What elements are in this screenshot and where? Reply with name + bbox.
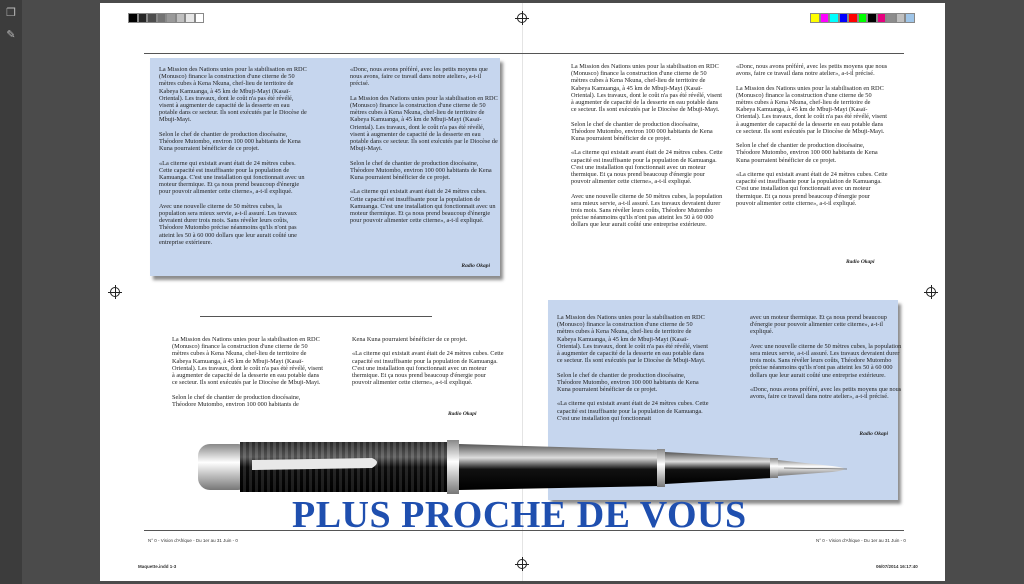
paragraph: Selon le chef de chantier de production diocésaine, Théodore Mutombo, environ 100 000 habitants de Kena Kuna pourraient bénéficier de ce projet. [571,120,713,143]
paragraph: «La citerne qui existait avant était de 24 mètres cubes. Cette capacité est insuffisante pour la population de Kamuanga. C'est une installation qui fonctionnait avec un moteur thermique. Et ça nous prend beaucoup d'énergie pour pouvoir alimenter cette citerne», a-t-il expliqué. [350,188,496,225]
paragraph: Avec une nouvelle citerne de 50 mètres cubes, la population sera mieux servie, a-t-il assuré. Les travaux devraient durer trois mois. Sans révéler leurs coûts, Théodore Mutombo précise néanmoins qu'ils n'ont pas atteint les 50 à 60 000 dollars que leur aurait coûté une entreprise extérieure. [571,192,723,229]
paragraph: «La citerne qui existait avant était de 24 mètres cubes. Cette capacité est insuffisante pour la population de Kamuanga. C'est une installation qui fonctionnait avec un moteur thermique. Et ça nous prend beaucoup d'énergie pour pouvoir alimenter cette citerne», a-t-il expliqué. [352,350,504,387]
color-swatch [905,13,915,23]
color-swatch [877,13,887,23]
color-swatch [839,13,849,23]
paragraph: La Mission des Nations unies pour la stabilisation en RDC (Monusco) finance la construction d'une citerne de 50 mètres cubes à Kena Nkuna, chef-lieu de territoire de Kabeya Kamuanga, à 45 km de Mbuji-Mayi (Kasaï-Oriental). Les travaux, dont le coût n'a pas été révélé, visent à augmenter de capacité de la desserte en eau potable dans ce secteur. Ils sont exécutés par le Diocèse de Mbuji-Mayi. [557,314,708,365]
right-top-column-1 [571,63,723,236]
right-top-column-2 [736,63,888,214]
registration-mark-right [926,287,936,297]
color-swatch [867,13,877,23]
paragraph: Avec une nouvelle citerne de 50 mètres cubes, la population sera mieux servie, a-t-il assuré. Les travaux devraient durer trois mois. Sans révéler leurs coûts, Théodore Mutombo précise néanmoins qu'ils n'ont pas atteint les 50 à 60 000 dollars que leur aurait coûté une entreprise extérieure. [750,342,902,379]
paragraph: Kena Kuna pourraient bénéficier de ce projet. [352,336,468,343]
paragraph: La Mission des Nations unies pour la stabilisation en RDC (Monusco) finance la construction d'une citerne de 50 mètres cubes à Kena Nkuna, chef-lieu de territoire de Kabeya Kamuanga, à 45 km de Mbuji-Mayi (Kasaï-Oriental). Les travaux, dont le coût n'a pas été révélé, visent à augmenter de capacité de la desserte en eau potable dans ce secteur. Ils sont exécutés par le Diocèse de Mbuji-Mayi. [172,336,323,387]
left-bottom-column-1 [172,336,324,415]
left-box-column-2 [350,66,500,232]
color-calibration-bar [810,13,915,23]
paragraph: «La citerne qui existait avant était de 24 mètres cubes. Cette capacité est insuffisante pour la population de Kamuanga. C'est une installation qui fonctionnait [557,400,709,422]
section-rule [200,316,432,317]
left-box-column-1 [159,66,309,253]
paragraph: avec un moteur thermique. Et ça nous prend beaucoup d'énergie pour pouvoir alimenter cette citerne», a-t-il expliqué. [750,314,887,336]
paragraph: «Donc, nous avons préféré, avec les petits moyens que nous avons, faire ce travail dans notre atelier», a-t-il précisé. [750,386,902,401]
registration-mark-top [517,13,527,23]
paragraph: Selon le chef de chantier de production diocésaine, Théodore Mutombo, environ 100 000 habitants de Kena Kuna pourraient bénéficier de ce projet. [736,142,878,164]
left-info-box [150,58,500,276]
gray-swatch [128,13,138,23]
paragraph: «Donc, nous avons préféré, avec les petits moyens que nous avons, faire ce travail dans notre atelier», a-t-il précisé. [736,63,888,78]
date-slug: 06/07/2014 16:17:40 [876,564,918,569]
left-bottom-signature: Radio Okapi [448,411,477,417]
right-box-column-1 [557,314,709,429]
right-page-footer: N° 0 - Vision d'Afrique - Du 1er au 31 Juin - 0 [816,538,906,543]
paragraph: «La citerne qui existait avant était de 24 mètres cubes. Cette capacité est insuffisante pour la population de Kamuanga. C'est une installation qui fonctionnait avec un moteur thermique. Et ça nous prend beaucoup d'énergie pour pouvoir alimenter cette citerne», a-t-il expliqué. [159,159,305,196]
paragraph: La Mission des Nations unies pour la stabilisation en RDC (Monusco) finance la construction d'une citerne de 50 mètres cubes à Kena Nkuna, chef-lieu de territoire de Kabeya Kamuanga, à 45 km de Mbuji-Mayi (Kasaï-Oriental). Les travaux, dont le coût n'a pas été révélé, visent à augmenter de capacité de la desserte en eau potable dans ce secteur. Ils sont exécutés par le Diocèse de Mbuji-Mayi. [159,66,307,124]
registration-mark-left [110,287,120,297]
paragraph: La Mission des Nations unies pour la stabilisation en RDC (Monusco) finance la construction d'une citerne de 50 mètres cubes à Kena Nkuna, chef-lieu de territoire de Kabeya Kamuanga, à 45 km de Mbuji-Mayi (Kasaï-Oriental). Les travaux, dont le coût n'a pas été révélé, visent à augmenter de capacité de la desserte en eau potable dans ce secteur. Ils sont exécutés par le Diocèse de Mbuji-Mayi. [736,84,887,135]
gray-swatch [157,13,167,23]
tool-sidebar [0,0,22,584]
color-swatch [858,13,868,23]
left-page-footer: N° 0 - Vision d'Afrique - Du 1er au 31 Juin - 0 [148,538,238,543]
gray-swatch [147,13,157,23]
color-swatch [886,13,896,23]
paragraph: «La citerne qui existait avant était de 24 mètres cubes. Cette capacité est insuffisante pour la population de Kamuanga. C'est une installation qui fonctionnait avec un moteur thermique. Et ça nous prend beaucoup d'énergie pour pouvoir alimenter cette citerne», a-t-il expliqué. [571,149,723,186]
gray-calibration-bar [128,13,204,23]
top-rule [144,53,904,54]
right-box-signature: Radio Okapi [859,431,888,437]
pen-tool-icon[interactable]: ✎ [6,28,16,41]
paragraph: Selon le chef de chantier de production diocésaine, Théodore Mutombo, environ 100 000 habitants de Kena Kuna pourraient bénéficier de ce projet. [557,371,699,394]
gray-swatch [138,13,148,23]
paragraph: Selon le chef de chantier de production diocésaine, Théodore Mutombo, environ 100 000 habitants de Kena Kuna pourraient bénéficier de ce projet. [350,159,492,182]
color-swatch [848,13,858,23]
paragraph: Selon le chef de chantier de production diocésaine, Théodore Mutombo, environ 100 000 habitants de Kena Kuna pourraient bénéficier de ce projet. [159,130,301,153]
gray-swatch [195,13,205,23]
left-box-signature: Radio Okapi [461,263,490,269]
color-swatch [810,13,820,23]
paragraph: «La citerne qui existait avant était de 24 mètres cubes. Cette capacité est insuffisante pour la population de Kamuanga. C'est une installation qui fonctionnait avec un moteur thermique. Et ça nous prend beaucoup d'énergie pour pouvoir alimenter cette citerne», a-t-il expliqué. [736,171,888,207]
left-bottom-column-2 [352,336,504,394]
gray-swatch [166,13,176,23]
paragraph: Avec une nouvelle citerne de 50 mètres cubes, la population sera mieux servie, a-t-il assuré. Les travaux devraient durer trois mois. Sans révéler leurs coûts, Théodore Mutombo précise néanmoins qu'ils n'ont pas atteint les 50 à 60 000 dollars que leur aurait coûté une entreprise extérieure. [159,202,297,246]
pages-panel-icon[interactable]: ❐ [6,6,16,19]
right-top-signature: Radio Okapi [846,259,875,265]
gray-swatch [185,13,195,23]
registration-mark-bottom [517,559,527,569]
paragraph: «Donc, nous avons préféré, avec les petits moyens que nous avons, faire ce travail dans notre atelier», a-t-il précisé. [350,66,488,88]
paragraph: Selon le chef de chantier de production diocésaine, Théodore Mutombo, environ 100 000 habitants de [172,393,301,408]
paragraph: La Mission des Nations unies pour la stabilisation en RDC (Monusco) finance la construction d'une citerne de 50 mètres cubes à Kena Nkuna, chef-lieu de territoire de Kabeya Kamuanga, à 45 km de Mbuji-Mayi (Kasaï-Oriental). Les travaux, dont le coût n'a pas été révélé, visent à augmenter de capacité de la desserte en eau potable dans ce secteur. Ils sont exécutés par le Diocèse de Mbuji-Mayi. [350,94,498,153]
file-slug: Maquette.indd 1-3 [138,564,177,569]
color-swatch [820,13,830,23]
headline: PLUS PROCHE DE VOUS [292,494,747,536]
paragraph: La Mission des Nations unies pour la stabilisation en RDC (Monusco) finance la construction d'une citerne de 50 mètres cubes à Kena Nkuna, chef-lieu de territoire de Kabeya Kamuanga, à 45 km de Mbuji-Mayi (Kasaï-Oriental). Les travaux, dont le coût n'a pas été révélé, visent à augmenter de capacité de la desserte en eau potable dans ce secteur. Ils sont exécutés par le Diocèse de Mbuji-Mayi. [571,63,722,114]
color-swatch [829,13,839,23]
gray-swatch [176,13,186,23]
right-box-column-2 [750,314,902,408]
color-swatch [896,13,906,23]
